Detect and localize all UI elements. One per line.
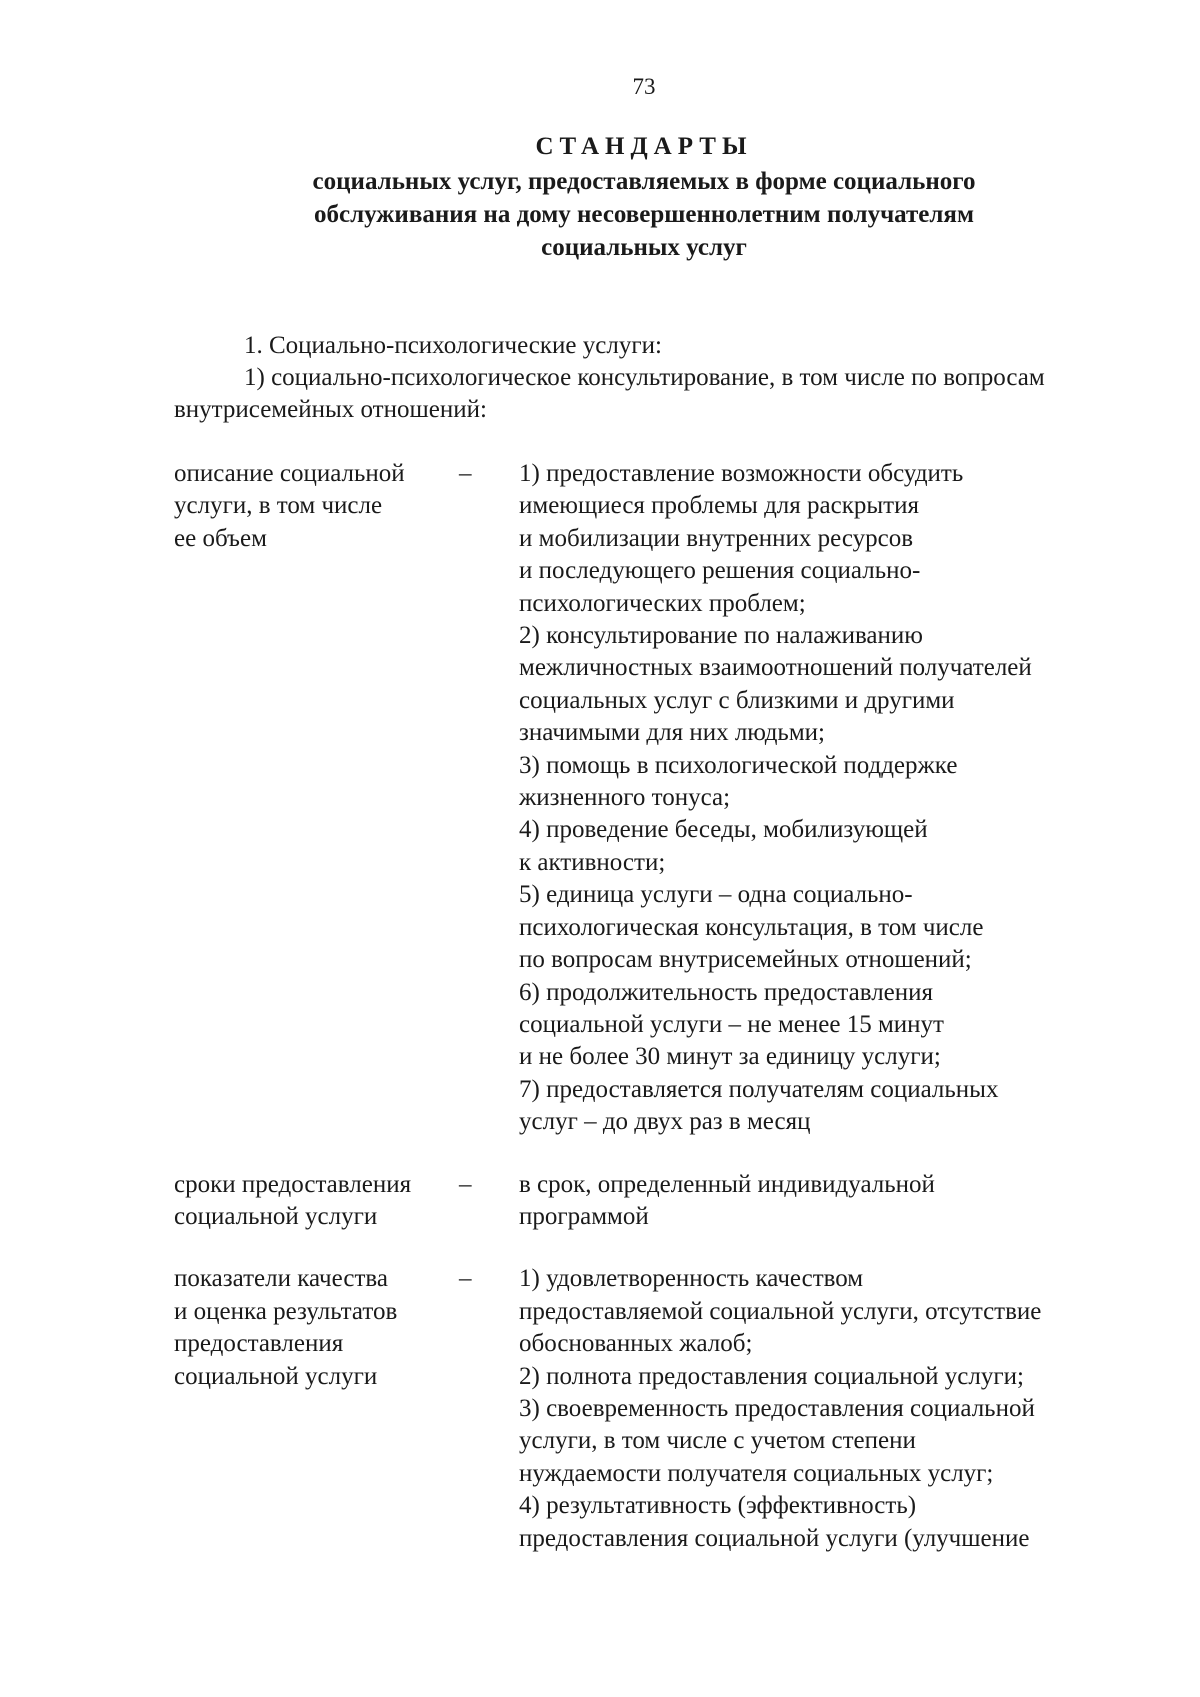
item-heading-line: внутрисемейных отношений:: [174, 396, 487, 423]
value-line: в срок, определенный индивидуальной: [519, 1170, 935, 1198]
value-line: 4) проведение беседы, мобилизующей: [519, 816, 928, 844]
value-line: по вопросам внутрисемейных отношений;: [519, 946, 972, 974]
value-line: жизненного тонуса;: [519, 784, 731, 812]
label-line: предоставления: [174, 1330, 344, 1358]
row-value: [519, 1169, 1134, 1234]
label-line: и оценка результатов: [174, 1297, 398, 1325]
value-line: 1) удовлетворенность качеством: [519, 1265, 864, 1293]
value-line: 7) предоставляется получателям социальных: [519, 1075, 999, 1103]
row-dash: –: [459, 1265, 472, 1293]
row-value: [519, 1263, 1134, 1555]
label-line: социальной услуги: [174, 1202, 378, 1230]
document-title: [0, 130, 1200, 264]
value-line: 4) результативность (эффективность): [519, 1492, 917, 1520]
title-main: СТАНДАРТЫ: [535, 133, 753, 160]
label-line: ее объем: [174, 524, 267, 552]
row-label: [174, 458, 459, 1139]
row-label: [174, 1263, 459, 1555]
value-line: обоснованных жалоб;: [519, 1330, 753, 1358]
section-heading: 1. Социально-психологические услуги:: [244, 332, 662, 359]
item-heading-line: 1) социально-психологическое консультирование, в том числе по вопросам: [244, 364, 1045, 391]
value-line: 2) полнота предоставления социальной услуги;: [519, 1362, 1024, 1390]
value-line: имеющиеся проблемы для раскрытия: [519, 492, 919, 520]
title-line: социальных услуг, предоставляемых в форме социального: [312, 168, 976, 195]
value-line: психологическая консультация, в том числе: [519, 913, 984, 941]
value-line: 2) консультирование по налаживанию: [519, 622, 923, 650]
value-line: психологических проблем;: [519, 589, 806, 617]
value-line: 6) продолжительность предоставления: [519, 978, 934, 1006]
value-line: услуг – до двух раз в месяц: [519, 1108, 811, 1136]
value-line: значимыми для них людьми;: [519, 719, 825, 747]
label-line: описание социальной: [174, 460, 405, 487]
value-line: услуги, в том числе с учетом степени: [519, 1427, 916, 1455]
value-line: и не более 30 минут за единицу услуги;: [519, 1043, 941, 1071]
standard-rows: [174, 458, 1134, 1555]
value-line: социальных услуг с близкими и другими: [519, 686, 955, 714]
value-line: предоставляемой социальной услуги, отсутствие: [519, 1297, 1042, 1325]
label-line: показатели качества: [174, 1265, 388, 1293]
row-description: [174, 458, 1134, 1139]
label-line: услуги, в том числе: [174, 492, 383, 520]
value-line: нуждаемости получателя социальных услуг;: [519, 1459, 994, 1487]
value-line: 1) предоставление возможности обсудить: [519, 460, 964, 487]
row-label: [174, 1169, 459, 1234]
value-line: и мобилизации внутренних ресурсов: [519, 524, 914, 552]
title-line: обслуживания на дому несовершеннолетним получателям: [314, 201, 974, 228]
page-number: 73: [632, 74, 656, 99]
row-terms: [174, 1169, 1134, 1234]
value-line: межличностных взаимоотношений получателей: [519, 654, 1032, 682]
row-value: [519, 458, 1134, 1139]
title-line: социальных услуг: [541, 234, 747, 261]
value-line: социальной услуги – не менее 15 минут: [519, 1010, 944, 1038]
value-line: предоставления социальной услуги (улучшение: [519, 1524, 1030, 1552]
label-line: сроки предоставления: [174, 1170, 412, 1198]
intro: [174, 330, 1134, 426]
label-line: социальной услуги: [174, 1362, 378, 1390]
row-dash: –: [459, 460, 472, 487]
value-line: 3) своевременность предоставления социальной: [519, 1394, 1035, 1422]
value-line: 5) единица услуги – одна социально-: [519, 881, 913, 909]
value-line: 3) помощь в психологической поддержке: [519, 751, 958, 779]
row-dash: –: [459, 1170, 472, 1198]
value-line: к активности;: [519, 848, 666, 876]
row-quality: [174, 1263, 1134, 1555]
value-line: и последующего решения социально-: [519, 557, 921, 585]
value-line: программой: [519, 1202, 649, 1230]
